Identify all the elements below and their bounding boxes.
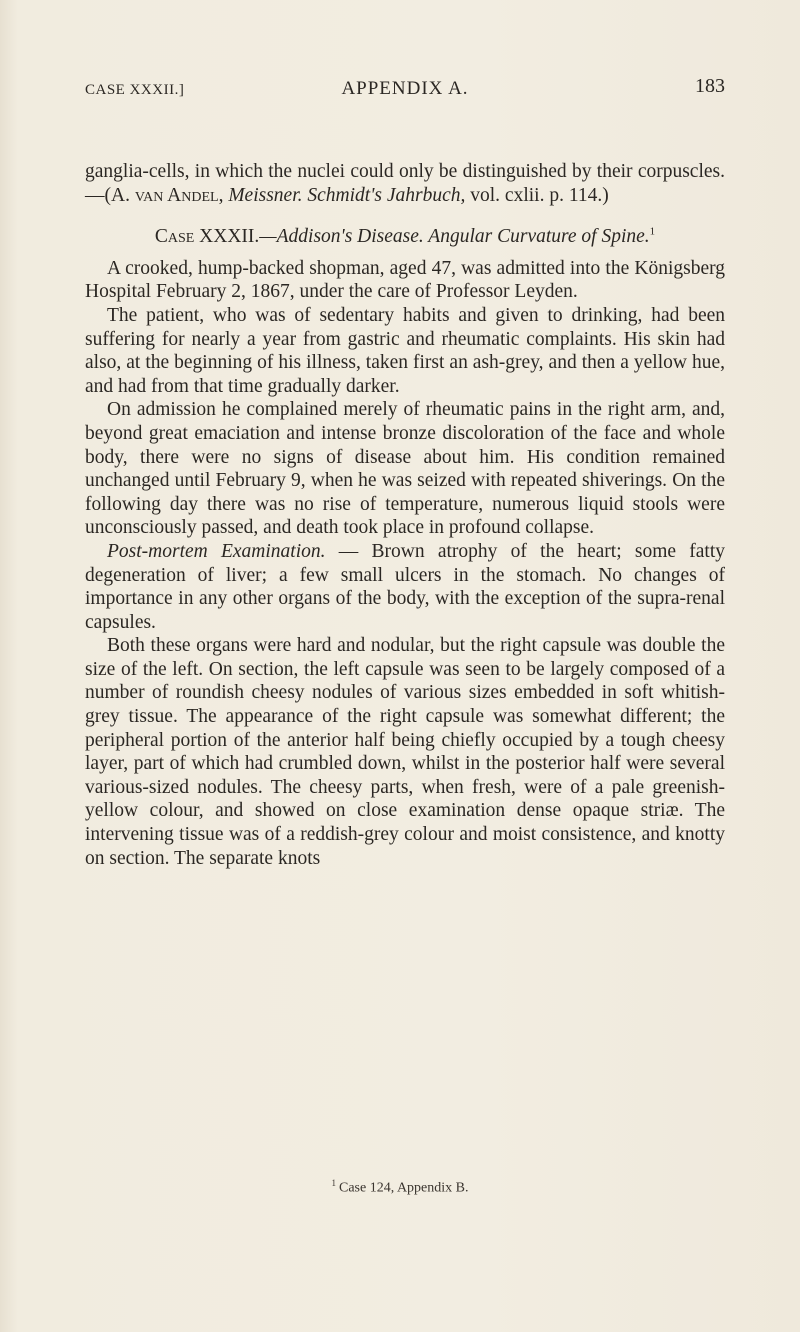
paragraph-admission: A crooked, hump-backed shopman, aged 47, was admitted into the Königsberg Hospital February 2, 1867, under the care of Professor Leyden. xyxy=(85,257,725,303)
footnote xyxy=(0,1178,800,1197)
footnote-marker: 1 xyxy=(649,225,656,238)
paragraph-1-text-b: , xyxy=(218,184,229,206)
running-title: APPENDIX A. xyxy=(341,78,469,99)
paragraph-continued xyxy=(85,160,725,207)
paragraph-post-mortem xyxy=(85,540,725,634)
case-reference: CASE XXXII.] xyxy=(85,82,185,98)
footnote-text: Case 124, Appendix B. xyxy=(339,1180,469,1196)
case-title: —Addison's Disease. Angular Curvature of Spine. xyxy=(259,226,650,248)
paragraph-1-text-a: ganglia-cells, in which the nuclei could only be distinguished by their corpuscles.—(A. xyxy=(85,161,725,206)
paragraph-course: On admission he complained merely of rheumatic pains in the right arm, and, beyond great emaciation and intense bronze discoloration of the face and whole body, there were no signs of disease about him. His condition remained unchanged until February 9, when he was seized with repeated shiverings. On the following day there was no rise of temperature, numerous liquid stools were unconsciously passed, and death took place in profound collapse. xyxy=(85,399,725,539)
post-mortem-text: — Brown atrophy of the heart; some fatty degeneration of liver; a few small ulcers in the stomach. No changes of importance in any other organs of the body, with the exception of the supra-renal capsules. xyxy=(85,540,726,633)
citation-author: van Andel xyxy=(134,184,219,206)
citation-journal: Meissner. Schmidt's Jahrbuch, xyxy=(228,184,466,206)
footnote-reference-marker: 1 xyxy=(331,1178,336,1188)
body-text xyxy=(85,160,725,870)
running-header xyxy=(85,72,725,106)
page-number: 183 xyxy=(695,75,725,97)
paragraph-1-text-c: vol. cxlii. p. 114.) xyxy=(465,184,609,206)
case-label: Case XXXII. xyxy=(154,226,260,248)
post-mortem-heading: Post-mortem Examination. xyxy=(107,540,326,562)
paragraph-capsules: Both these organs were hard and nodular, but the right capsule was double the size of the left. On section, the left capsule was seen to be largely composed of a number of roundish cheesy nodules of various sizes embedded in soft whitish-grey tissue. The appearance of the right capsule was somewhat different; the peripheral portion of the anterior half being chiefly occupied by a tough cheesy layer, part of which had crumbled down, whilst in the posterior half were several various-sized nodules. The cheesy parts, when fresh, were of a pale greenish-yellow colour, and showed on close examination dense opaque striæ. The intervening tissue was of a reddish-grey colour and moist consistence, and knotty on section. The separate knots xyxy=(85,635,725,869)
paragraph-history: The patient, who was of sedentary habits and given to drinking, had been suffering for nearly a year from gastric and rheumatic complaints. His skin had also, at the beginning of his illness, taken first an ash-grey, and then a yellow hue, and had from that time gradually darker. xyxy=(85,304,725,397)
case-heading xyxy=(85,225,725,249)
